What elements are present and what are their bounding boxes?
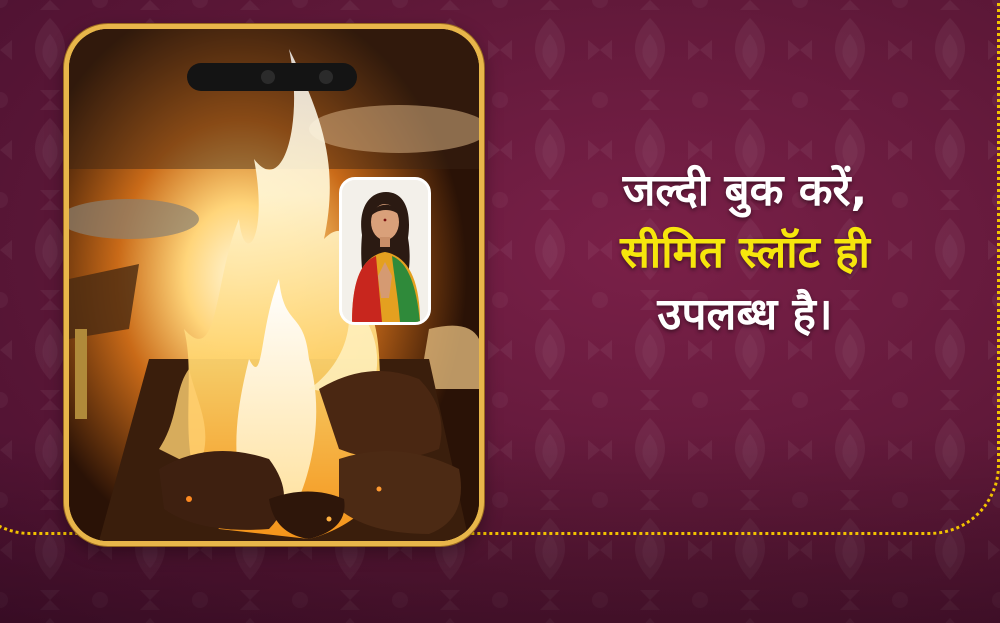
headline-line-1: जल्दी बुक करें,	[622, 165, 868, 216]
video-call-thumbnail	[339, 177, 431, 325]
headline	[495, 160, 995, 346]
headline-line-2: सीमित स्लॉट ही	[620, 227, 870, 278]
phone-mockup	[64, 24, 484, 546]
camera-icon	[261, 70, 275, 84]
headline-line-3: उपलब्ध है।	[657, 289, 833, 340]
phone-notch-icon	[187, 63, 357, 91]
camera-icon	[319, 70, 333, 84]
woman-namaste-image	[342, 180, 428, 322]
